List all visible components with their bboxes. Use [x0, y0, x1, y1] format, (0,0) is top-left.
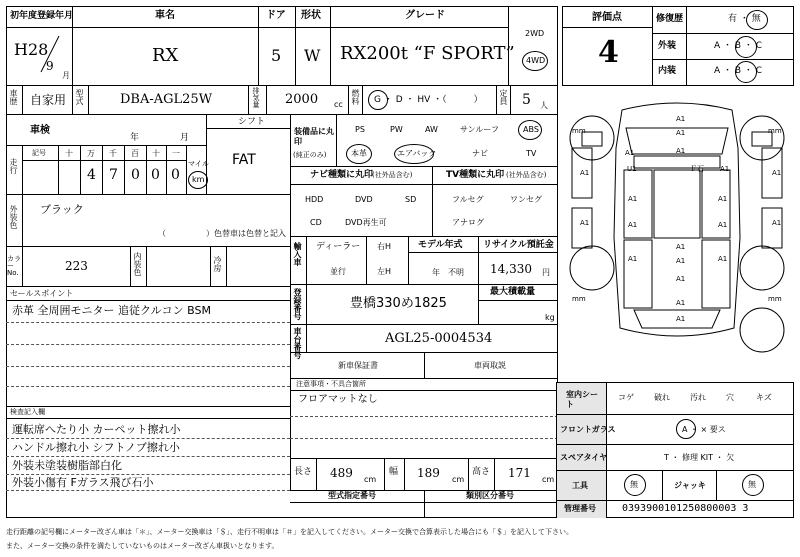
windshield-value: A ・ × 要ス [682, 425, 726, 434]
spare-tire-value: T ・ 修理 KIT ・ 欠 [664, 453, 735, 462]
spare-tire-label: スペアタイヤ [560, 453, 608, 462]
footer-line-1: 走行距離の記号欄にメーター改ざん車は「＊」、メーター交換車は「＄」、走行不明車は「＃」を記入してください。メーター交換で合算表示した場合にも「＄」を記入して下さい。 [6, 528, 573, 536]
car-name-value: RX [152, 45, 179, 66]
diagram-label-2: A1 [676, 147, 686, 155]
shift-label: シフト [238, 117, 266, 127]
import-right-h: 右H [377, 242, 392, 251]
height-value: 171 [508, 466, 531, 480]
windshield-label: フロントガラス [560, 425, 616, 434]
grade-label: グレード [405, 10, 445, 21]
kg-unit: kg [545, 313, 555, 322]
month-unit: 月 [62, 71, 70, 80]
tv-analog: アナログ [452, 218, 484, 227]
navi-hdd: HDD [305, 195, 324, 204]
tv-sub: (社外品含む) [506, 171, 547, 179]
diagram-label-1: A1 [676, 129, 686, 137]
equip-leather: 本革 [351, 149, 367, 158]
first-reg-month: 9 [46, 59, 54, 73]
digit-header-3: 百 [131, 149, 139, 158]
digit-4: 0 [171, 167, 180, 183]
diagram-label-9: A1 [718, 221, 728, 229]
inspection-year: 年 [130, 133, 140, 143]
management-value: 0393900101250800003 3 [622, 503, 749, 514]
drive-4wd: 4WD [526, 56, 546, 65]
navi-sd: SD [405, 195, 417, 204]
rating-value: 4 [598, 35, 619, 70]
management-label: 管理番号 [564, 504, 596, 513]
width-label: 幅 [389, 467, 399, 477]
navi-dvd: DVD [355, 195, 373, 204]
inspector-line-1: ハンドル擦れ小 シフトノブ擦れ小 [12, 441, 180, 454]
equipment-label: 装備品に丸印 [294, 127, 334, 146]
ext-color-note: （ ）色替車は色替と記入 [158, 229, 286, 238]
seat-burn: コゲ [618, 393, 634, 402]
mm-bl: mm [572, 295, 586, 303]
fuel-label: 燃料 [351, 89, 360, 105]
mm-br: mm [768, 295, 782, 303]
tools-label: 工具 [572, 481, 588, 490]
km-label: km [192, 175, 205, 184]
door-label: ドア [266, 10, 286, 21]
ext-color-label: 外装色 [9, 205, 18, 229]
model-label: 型式 [75, 89, 84, 105]
inspector-line-3: 外装小傷有 Fガラス飛び石小 [12, 476, 154, 489]
diagram-label-3: A1 [625, 149, 635, 157]
equip-airbag: エアバック [397, 149, 437, 158]
navi-sub: (社外品含む) [372, 171, 413, 179]
diagram-label-17: A1 [772, 169, 782, 177]
drive-2wd: 2WD [525, 29, 545, 38]
mm-tl: mm [572, 127, 586, 135]
capacity-label: 定員 [499, 89, 508, 105]
color-no-value: 223 [65, 259, 88, 273]
import-left-h: 左H [377, 267, 392, 276]
notes-value: フロアマットなし [298, 394, 378, 405]
equip-navi: ナビ [472, 149, 488, 158]
digit-header-0: 十 [65, 149, 73, 158]
aircon-label: 冷房 [213, 256, 222, 272]
height-label: 高さ [472, 467, 491, 477]
tools-value: 無 [630, 480, 638, 489]
inspector-line-2: 外装未塗装樹脂部白化 [12, 459, 122, 472]
equip-pw: PW [390, 125, 403, 134]
model-value: DBA-AGL25W [120, 92, 213, 107]
rating-label: 評価点 [592, 12, 622, 23]
repair-value: 有 ・ 無 [728, 14, 761, 24]
equip-aw: AW [425, 125, 438, 134]
diagram-label-8: A1 [628, 221, 638, 229]
capacity-value: 5 [522, 92, 531, 108]
seat-dirt: 汚れ [690, 393, 706, 402]
use-value: 自家用 [30, 93, 67, 107]
first-reg-label: 初年度登録年月 [10, 11, 74, 21]
cc-unit: cc [334, 100, 343, 109]
length-label: 長さ [294, 467, 313, 477]
fuel-value: G ・ D ・ HV ・（ ） [374, 95, 483, 105]
diagram-label-6: A1 [628, 195, 638, 203]
diagram-label-18: A1 [580, 219, 590, 227]
class-designation-label: 類別区分番号 [466, 491, 514, 500]
diagram-label-14: A1 [676, 299, 686, 307]
person-unit: 人 [540, 101, 548, 110]
diagram-label-4: U1 [627, 165, 637, 173]
jack-value: 無 [748, 480, 756, 489]
width-cm: cm [452, 475, 465, 484]
displacement-label: 排気量 [252, 87, 260, 108]
digit-1: 7 [109, 167, 118, 183]
inspection-label: 車検 [30, 125, 50, 136]
yen-unit: 円 [542, 268, 550, 277]
navi-cd: CD [310, 218, 322, 227]
selling-points-label: セールスポイント [10, 289, 74, 298]
digit-header-4: 十 [152, 149, 160, 158]
displacement-value: 2000 [285, 92, 319, 107]
mile-label: マイル [188, 160, 209, 168]
digit-header-5: 一 [172, 149, 180, 158]
equip-abs: ABS [523, 125, 539, 134]
digit-0: 4 [87, 167, 96, 183]
width-value: 189 [417, 466, 440, 480]
interior-color-label: 内装色 [133, 252, 142, 276]
diagram-label-16: A1 [580, 169, 590, 177]
diagram-label-15: A1 [676, 315, 686, 323]
diagram-label-0: A1 [676, 115, 686, 123]
diagram-label-7: A1 [718, 195, 728, 203]
interior-grades: A ・ B ・ C [714, 66, 763, 76]
seat-scratch: キズ [756, 393, 772, 402]
first-reg-year: H28 [14, 40, 49, 59]
height-cm: cm [542, 475, 555, 484]
import-parallel: 並行 [330, 267, 346, 276]
diagram-label-11: A1 [718, 255, 728, 263]
ext-color-value: ブラック [40, 203, 84, 216]
diagram-label-12: A1 [676, 257, 686, 265]
inspection-month: 月 [180, 133, 190, 143]
length-value: 489 [330, 466, 353, 480]
mm-tr: mm [768, 127, 782, 135]
chassis-label: 車台番号 [293, 327, 302, 359]
digit-header-2: 千 [109, 149, 117, 158]
recycle-label: リサイクル預託金 [483, 240, 554, 250]
max-load-label: 最大積載量 [490, 287, 536, 297]
footer-line-2: また、メーター交換の条件を満たしていないものはメーター改ざん車扱いとなります。 [6, 542, 279, 550]
navi-dvdplay: DVD再生可 [345, 218, 387, 227]
doors-value: 5 [271, 46, 282, 65]
tv-label: TV種類に丸印 [446, 170, 505, 180]
import-label: 輸入車 [293, 242, 302, 266]
seat-label: 室内シート [566, 390, 598, 409]
digit-header-1: 万 [87, 149, 95, 158]
model-year-label: モデル年式 [418, 240, 463, 250]
mileage-label: 走行 [9, 158, 18, 174]
repair-label: 修復歴 [656, 14, 684, 24]
exterior-grades: A ・ B ・ C [714, 41, 763, 51]
interior-label: 内装 [658, 66, 677, 76]
doc-warranty: 新車保証書 [338, 361, 378, 370]
grade-value: RX200t “F SPORT” [340, 43, 515, 64]
import-dealer: ディーラー [316, 242, 361, 252]
use-label: 車歴 [9, 89, 18, 105]
type-designation-label: 型式指定番号 [328, 491, 376, 500]
notes-label: 注意事項・不具合箇所 [296, 380, 366, 388]
chassis-value: AGL25-0004534 [385, 331, 493, 346]
registration-label: 登録番号 [293, 288, 302, 320]
inspector-line-0: 運転席へたり小 カーペット擦れ小 [12, 423, 181, 436]
kigou-label: 記号 [32, 149, 46, 157]
length-cm: cm [364, 475, 377, 484]
shape-value: W [304, 46, 321, 65]
selling-points-value: 赤革 全周囲モニター 追従クルコン BSM [12, 304, 211, 317]
diagram-label-10: A1 [628, 255, 638, 263]
diagram-label-13: A1 [676, 275, 686, 283]
navi-label: ナビ種類に丸印 [310, 170, 374, 180]
equip-ps: PS [355, 125, 365, 134]
doc-manual: 車両取説 [474, 361, 506, 370]
diagram-label-5: A1 [720, 165, 730, 173]
equipment-sub: (純正のみ) [293, 151, 327, 159]
recycle-value: 14,330 [490, 262, 532, 276]
shape-label: 形状 [301, 10, 321, 21]
inspector-label: 検査記入欄 [10, 408, 45, 416]
diagram-label-20: A1 [676, 243, 686, 251]
car-name-label: 車名 [155, 10, 175, 21]
exterior-label: 外装 [658, 41, 677, 51]
tv-fullseg: フルセグ [452, 195, 484, 204]
seat-tear: 破れ [654, 393, 670, 402]
diagram-label-19: A1 [772, 219, 782, 227]
jack-label: ジャッキ [674, 481, 706, 490]
digit-2: 0 [131, 167, 140, 183]
shift-value: FAT [232, 152, 256, 168]
tv-oneseg: ワンセグ [510, 195, 542, 204]
equip-sunroof: サンルーフ [460, 125, 499, 134]
equip-tv: TV [526, 149, 537, 158]
diagram-note: Ｆ石 [690, 165, 704, 173]
model-year-value: 年 不明 [432, 268, 464, 277]
digit-3: 0 [151, 167, 160, 183]
seat-hole: 穴 [726, 393, 734, 402]
registration-value: 豊橋330め1825 [350, 296, 447, 311]
color-no-label: カラーNo. [7, 255, 21, 277]
